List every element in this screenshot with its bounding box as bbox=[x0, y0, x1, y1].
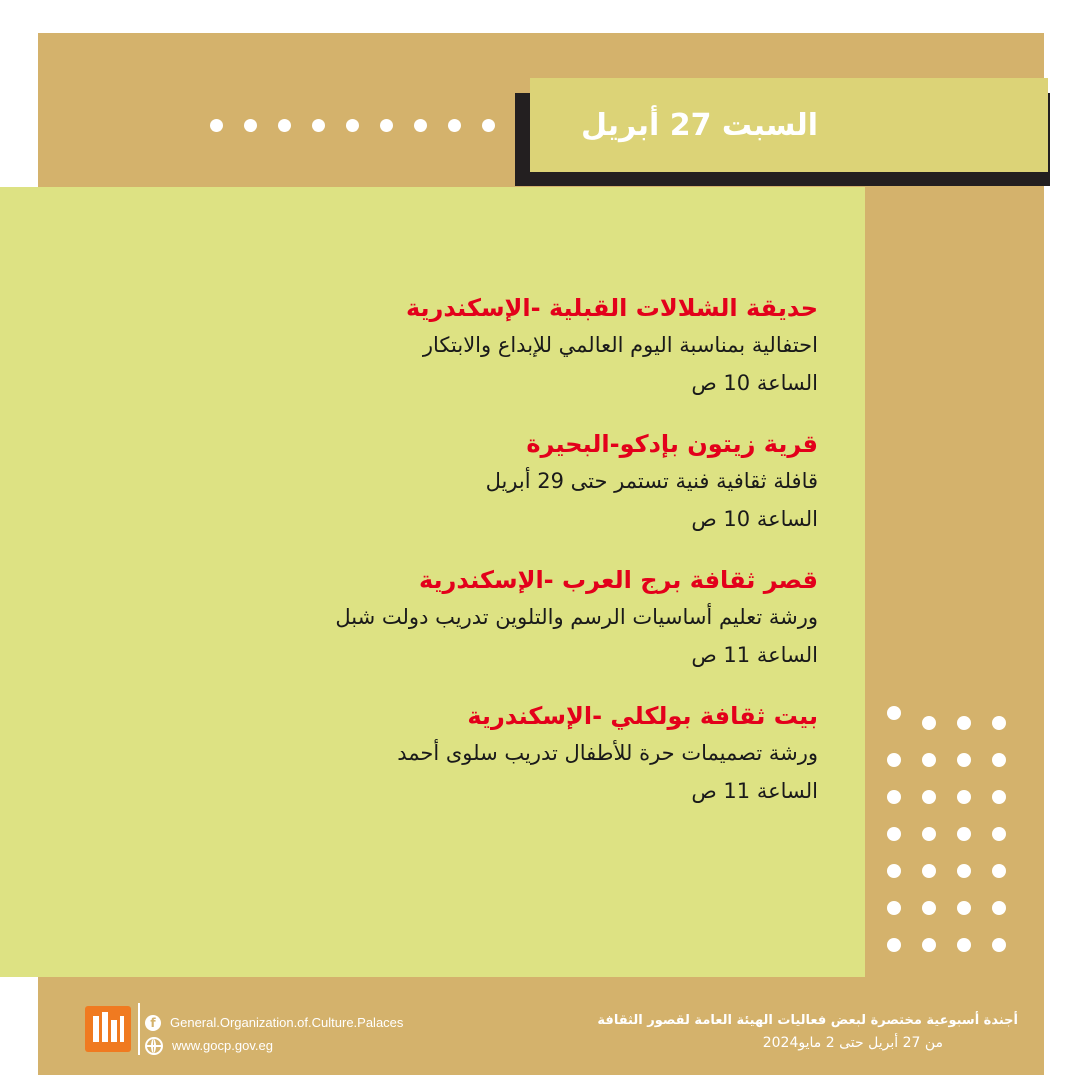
event-item bbox=[258, 290, 818, 402]
facebook-page: General.Organization.of.Culture.Palaces bbox=[170, 1015, 404, 1030]
decorative-dot bbox=[992, 864, 1006, 878]
decorative-dot bbox=[992, 901, 1006, 915]
decorative-dot bbox=[887, 827, 901, 841]
date-header bbox=[530, 78, 1048, 172]
organization-logo bbox=[85, 1006, 131, 1052]
decorative-dot bbox=[887, 901, 901, 915]
website-url: www.gocp.gov.eg bbox=[172, 1038, 273, 1053]
decorative-dot bbox=[957, 716, 971, 730]
decorative-dots-row bbox=[210, 119, 500, 135]
event-description: ورشة تعليم أساسيات الرسم والتلوين تدريب دولت شبل bbox=[335, 605, 818, 629]
decorative-dot bbox=[957, 827, 971, 841]
event-title: بيت ثقافة بولكلي -الإسكندرية bbox=[467, 702, 818, 730]
facebook-link[interactable] bbox=[145, 1011, 403, 1034]
event-time: الساعة 10 ص bbox=[691, 371, 818, 395]
decorative-dot bbox=[992, 938, 1006, 952]
decorative-dot bbox=[992, 790, 1006, 804]
agenda-title: أجندة أسبوعية مختصرة لبعض فعاليات الهيئة العامة لقصور الثقافة bbox=[597, 1013, 1018, 1028]
agenda-range: من 27 أبريل حتى 2 مايو2024 bbox=[762, 1035, 943, 1051]
decorative-dot bbox=[922, 938, 936, 952]
decorative-dot bbox=[992, 716, 1006, 730]
decorative-dot bbox=[922, 864, 936, 878]
event-title: قصر ثقافة برج العرب -الإسكندرية bbox=[418, 566, 818, 594]
date-label: السبت 27 أبريل bbox=[581, 107, 818, 143]
decorative-dots-grid bbox=[884, 706, 1014, 976]
event-time: الساعة 10 ص bbox=[691, 507, 818, 531]
decorative-dot bbox=[922, 753, 936, 767]
decorative-dot bbox=[957, 938, 971, 952]
decorative-dot bbox=[957, 790, 971, 804]
decorative-dot bbox=[922, 827, 936, 841]
decorative-dot bbox=[992, 827, 1006, 841]
facebook-icon: f bbox=[145, 1015, 161, 1031]
event-title: قرية زيتون بإدكو-البحيرة bbox=[526, 430, 818, 458]
footer-divider bbox=[138, 1003, 140, 1055]
decorative-dot bbox=[922, 716, 936, 730]
decorative-dot bbox=[922, 901, 936, 915]
events-list bbox=[258, 290, 818, 834]
event-item bbox=[258, 562, 818, 674]
event-description: قافلة ثقافية فنية تستمر حتى 29 أبريل bbox=[485, 469, 818, 493]
decorative-dot bbox=[957, 864, 971, 878]
decorative-dot bbox=[887, 938, 901, 952]
decorative-dot bbox=[922, 790, 936, 804]
decorative-dot bbox=[887, 706, 901, 720]
event-item bbox=[258, 426, 818, 538]
event-title: حديقة الشلالات القبلية -الإسكندرية bbox=[405, 294, 818, 322]
event-description: ورشة تصميمات حرة للأطفال تدريب سلوى أحمد bbox=[397, 741, 818, 765]
decorative-dot bbox=[992, 753, 1006, 767]
website-link[interactable] bbox=[145, 1034, 403, 1057]
globe-icon bbox=[145, 1037, 163, 1055]
event-item bbox=[258, 698, 818, 810]
footer-contacts bbox=[145, 1011, 403, 1057]
decorative-dot bbox=[957, 901, 971, 915]
agenda-info bbox=[597, 1010, 1018, 1054]
event-time: الساعة 11 ص bbox=[691, 643, 818, 667]
decorative-dot bbox=[887, 864, 901, 878]
event-description: احتفالية بمناسبة اليوم العالمي للإبداع والابتكار bbox=[422, 333, 818, 357]
decorative-dot bbox=[887, 753, 901, 767]
event-time: الساعة 11 ص bbox=[691, 779, 818, 803]
decorative-dot bbox=[887, 790, 901, 804]
decorative-dot bbox=[957, 753, 971, 767]
